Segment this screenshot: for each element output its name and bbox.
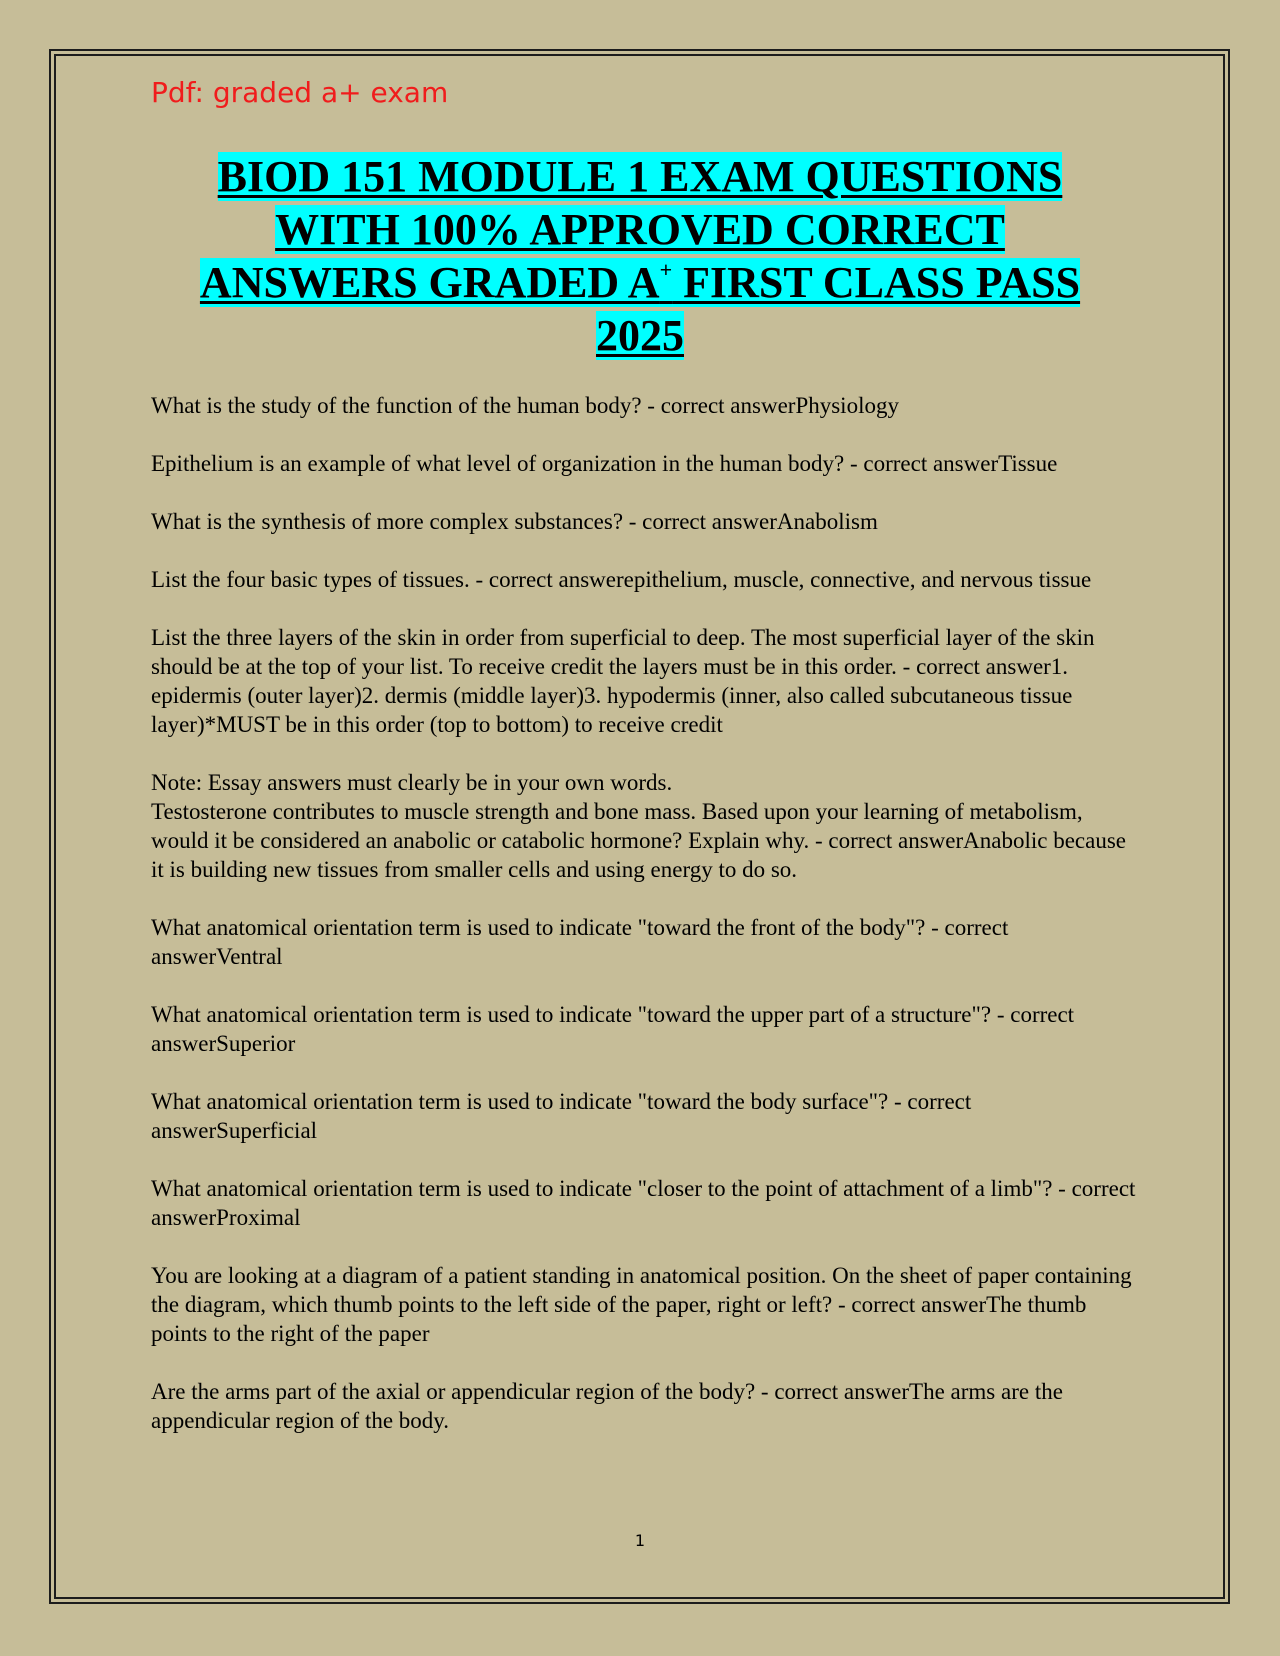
qa-item-7 xyxy=(151,913,1136,971)
qa-item-3 xyxy=(151,507,1136,536)
qa-text: Are the arms part of the axial or appendicular region of the body? - correct answerThe arms are the appendicular region of the body. xyxy=(151,1379,1063,1433)
title-line-3 xyxy=(150,256,1130,309)
essay-note: Note: Essay answers must clearly be in your own words. xyxy=(151,770,673,795)
qa-text: What is the study of the function of the human body? - correct answerPhysiology xyxy=(151,393,899,418)
qa-text: What anatomical orientation term is used to indicate "toward the front of the body"? - correct answerVentral xyxy=(151,915,1009,969)
qa-text: What anatomical orientation term is used to indicate "toward the upper part of a structure"? - correct answerSuperior xyxy=(151,1002,1075,1056)
qa-item-12 xyxy=(151,1377,1136,1435)
qa-item-4 xyxy=(151,565,1136,594)
title-grade-superscript: + xyxy=(659,257,673,282)
title-line-3-text xyxy=(200,258,1080,307)
title-line-4 xyxy=(150,309,1130,362)
qa-item-11 xyxy=(151,1261,1136,1348)
qa-item-8 xyxy=(151,1000,1136,1058)
title-line-3-post: FIRST CLASS PASS xyxy=(672,258,1081,307)
qa-text: Epithelium is an example of what level of organization in the human body? - correct answerTissue xyxy=(151,451,1058,476)
qa-item-6 xyxy=(151,768,1136,884)
qa-list xyxy=(151,391,1136,1435)
qa-text: You are looking at a diagram of a patient standing in anatomical position. On the sheet of paper containing the diagram, which thumb points to the left side of the paper, right or left? - correct answerThe thumb points to the right of the paper xyxy=(151,1263,1132,1346)
qa-text: What anatomical orientation term is used to indicate "closer to the point of attachment of a limb"? - correct answerProximal xyxy=(151,1176,1136,1230)
qa-item-2 xyxy=(151,449,1136,478)
qa-item-5 xyxy=(151,623,1136,739)
title-line-4-text: 2025 xyxy=(596,311,684,360)
title-line-3-pre: ANSWERS GRADED A xyxy=(199,258,660,307)
title-line-1 xyxy=(150,150,1130,203)
title-line-1-text: BIOD 151 MODULE 1 EXAM QUESTIONS xyxy=(217,152,1063,201)
header-tag: Pdf: graded a+ exam xyxy=(151,76,449,109)
qa-text: List the four basic types of tissues. - correct answerepithelium, muscle, connective, and nervous tissue xyxy=(151,567,1092,592)
qa-text: List the three layers of the skin in order from superficial to deep. The most superficial layer of the skin should be at the top of your list. To receive credit the layers must be in this order. - correct answer1. epidermis (outer layer)2. dermis (middle layer)3. hypodermis (inner, also called subcutaneous tissue layer)*MUST be in this order (top to bottom) to receive credit xyxy=(151,625,1095,737)
qa-item-1 xyxy=(151,391,1136,420)
qa-text: Testosterone contributes to muscle strength and bone mass. Based upon your learning of metabolism, would it be considered an anabolic or catabolic hormone? Explain why. - correct answerAnabolic because it is building new tissues from smaller cells and using energy to do so. xyxy=(151,799,1126,882)
qa-item-9 xyxy=(151,1087,1136,1145)
qa-text: What anatomical orientation term is used to indicate "toward the body surface"? - correct answerSuperficial xyxy=(151,1089,972,1143)
title-line-2-text: WITH 100% APPROVED CORRECT xyxy=(275,205,1005,254)
qa-text: What is the synthesis of more complex substances? - correct answerAnabolism xyxy=(151,509,878,534)
qa-item-10 xyxy=(151,1174,1136,1232)
title-line-2 xyxy=(150,203,1130,256)
page-number: 1 xyxy=(634,1531,646,1550)
document-title xyxy=(150,150,1130,362)
